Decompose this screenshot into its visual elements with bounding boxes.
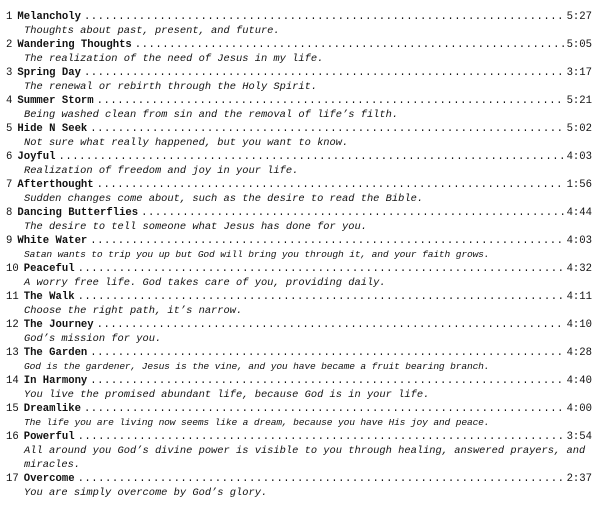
- track-item: [6, 472, 592, 500]
- track-title: The Journey: [23, 319, 94, 331]
- track-duration: 1:56: [566, 179, 592, 191]
- track-title: Spring Day: [17, 67, 81, 79]
- track-item: [6, 234, 592, 262]
- track-header: [6, 402, 592, 416]
- track-number: 11: [6, 291, 19, 303]
- track-description: The life you are living now seems like a dream, because you have His joy and peace.: [24, 417, 490, 428]
- track-description: You are simply overcome by God’s glory.: [24, 487, 268, 499]
- track-title: Dreamlike: [23, 403, 81, 415]
- track-number: 13: [6, 347, 19, 359]
- track-description: The realization of the need of Jesus in my life.: [24, 53, 324, 65]
- track-description: Realization of freedom and joy in your life.: [24, 165, 299, 177]
- track-item: [6, 346, 592, 374]
- track-header: [6, 290, 592, 304]
- track-item: [6, 290, 592, 318]
- track-number: 15: [6, 403, 19, 415]
- track-duration: 4:32: [566, 263, 592, 275]
- track-header: [6, 234, 592, 248]
- track-description: The desire to tell someone what Jesus has done for you.: [24, 221, 367, 233]
- track-description: Thoughts about past, present, and future.: [24, 25, 280, 37]
- dot-leader: [135, 38, 564, 52]
- dot-leader: [78, 290, 564, 304]
- track-header: [6, 94, 592, 108]
- track-number: 9: [6, 235, 13, 247]
- track-description: The renewal or rebirth through the Holy Spirit.: [24, 81, 318, 93]
- track-title: The Garden: [23, 347, 88, 359]
- dot-leader: [90, 374, 563, 388]
- track-duration: 5:21: [566, 95, 592, 107]
- track-duration: 4:11: [566, 291, 592, 303]
- track-item: [6, 318, 592, 346]
- track-item: [6, 122, 592, 150]
- track-header: [6, 472, 592, 486]
- track-duration: 4:40: [566, 375, 592, 387]
- track-title: Afterthought: [17, 179, 94, 191]
- track-number: 12: [6, 319, 19, 331]
- track-description: Choose the right path, it’s narrow.: [24, 305, 243, 317]
- track-number: 2: [6, 39, 13, 51]
- track-title: Wandering Thoughts: [17, 39, 132, 51]
- track-duration: 3:54: [566, 431, 592, 443]
- track-header: [6, 150, 592, 164]
- dot-leader: [141, 206, 563, 220]
- track-description: God is the gardener, Jesus is the vine, and you have became a fruit bearing branch.: [24, 361, 490, 372]
- track-number: 16: [6, 431, 19, 443]
- track-duration: 4:28: [566, 347, 592, 359]
- track-duration: 5:27: [566, 11, 592, 23]
- track-description: Sudden changes come about, such as the desire to read the Bible.: [24, 193, 424, 205]
- track-duration: 2:37: [566, 473, 592, 485]
- track-header: [6, 206, 592, 220]
- track-description: God’s mission for you.: [24, 333, 162, 345]
- dot-leader: [97, 178, 564, 192]
- dot-leader: [78, 262, 564, 276]
- track-description: Being washed clean from sin and the removal of life’s filth.: [24, 109, 399, 121]
- dot-leader: [90, 234, 563, 248]
- track-header: [6, 38, 592, 52]
- track-number: 14: [6, 375, 19, 387]
- track-duration: 3:17: [566, 67, 592, 79]
- track-number: 3: [6, 67, 13, 79]
- track-title: Joyful: [17, 151, 56, 163]
- track-description: A worry free life. God takes care of you, providing daily.: [24, 277, 386, 289]
- track-header: [6, 318, 592, 332]
- track-title: White Water: [17, 235, 88, 247]
- track-title: Melancholy: [17, 11, 81, 23]
- track-duration: 4:10: [566, 319, 592, 331]
- track-item: [6, 150, 592, 178]
- track-title: In Harmony: [23, 375, 88, 387]
- track-item: [6, 94, 592, 122]
- track-header: [6, 66, 592, 80]
- track-item: [6, 66, 592, 94]
- track-title: Peaceful: [23, 263, 75, 275]
- track-duration: 5:02: [566, 123, 592, 135]
- track-item: [6, 206, 592, 234]
- track-item: [6, 178, 592, 206]
- track-number: 5: [6, 123, 13, 135]
- dot-leader: [84, 66, 564, 80]
- dot-leader: [90, 122, 563, 136]
- track-item: [6, 10, 592, 38]
- track-description: You live the promised abundant life, because God is in your life.: [24, 389, 430, 401]
- track-item: [6, 38, 592, 66]
- track-description: All around you God’s divine power is visible to you through healing, answered prayers, and miracles.: [24, 445, 586, 471]
- track-title: The Walk: [23, 291, 75, 303]
- track-header: [6, 262, 592, 276]
- track-title: Powerful: [23, 431, 75, 443]
- track-title: Dancing Butterflies: [17, 207, 139, 219]
- track-duration: 4:03: [566, 151, 592, 163]
- track-header: [6, 346, 592, 360]
- track-number: 10: [6, 263, 19, 275]
- track-title: Overcome: [23, 473, 75, 485]
- track-number: 1: [6, 11, 13, 23]
- track-header: [6, 430, 592, 444]
- track-number: 6: [6, 151, 13, 163]
- track-item: [6, 430, 592, 472]
- dot-leader: [84, 10, 564, 24]
- track-duration: 5:05: [566, 39, 592, 51]
- track-number: 17: [6, 473, 19, 485]
- track-header: [6, 122, 592, 136]
- track-description: Satan wants to trip you up but God will bring you through it, and your faith grows.: [24, 249, 490, 260]
- track-duration: 4:03: [566, 235, 592, 247]
- track-item: [6, 374, 592, 402]
- dot-leader: [78, 430, 564, 444]
- dot-leader: [59, 150, 564, 164]
- track-number: 7: [6, 179, 13, 191]
- track-list: [6, 10, 592, 500]
- track-header: [6, 178, 592, 192]
- dot-leader: [97, 318, 564, 332]
- dot-leader: [97, 94, 564, 108]
- dot-leader: [84, 402, 564, 416]
- track-number: 8: [6, 207, 13, 219]
- track-header: [6, 374, 592, 388]
- track-number: 4: [6, 95, 13, 107]
- track-item: [6, 402, 592, 430]
- track-title: Hide N Seek: [17, 123, 88, 135]
- track-title: Summer Storm: [17, 95, 94, 107]
- track-item: [6, 262, 592, 290]
- dot-leader: [78, 472, 564, 486]
- track-description: Not sure what really happened, but you want to know.: [24, 137, 349, 149]
- track-duration: 4:00: [566, 403, 592, 415]
- dot-leader: [90, 346, 563, 360]
- track-header: [6, 10, 592, 24]
- track-duration: 4:44: [566, 207, 592, 219]
